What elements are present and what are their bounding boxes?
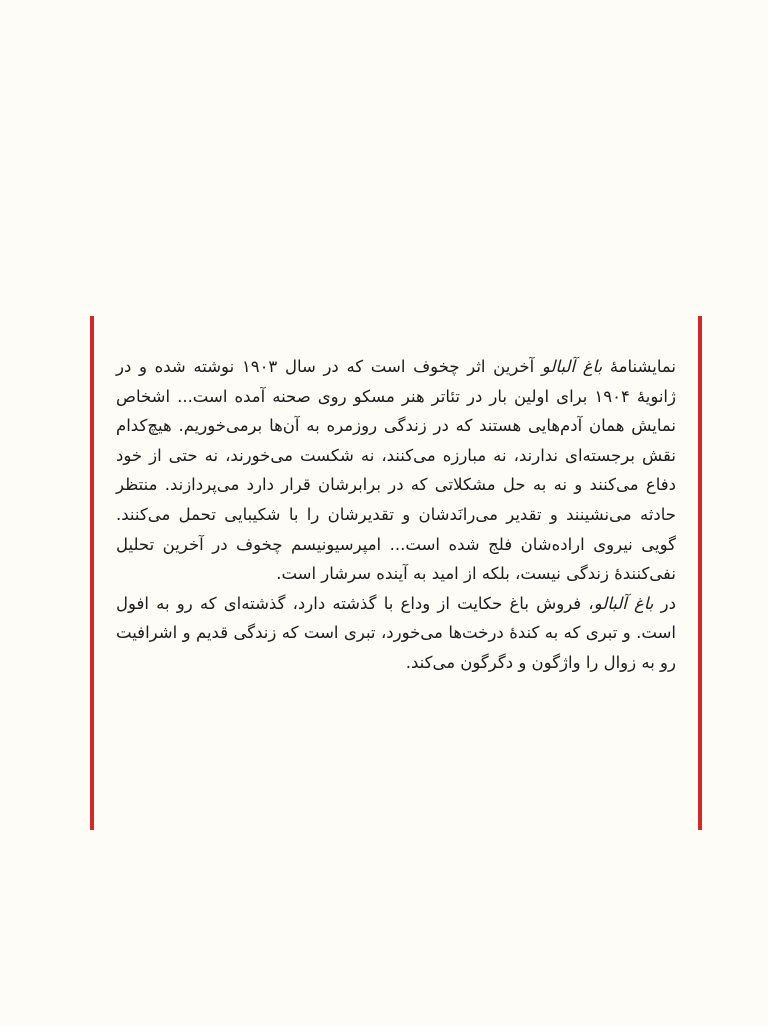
paragraph-1-body: آخرین اثر چخوف است که در سال ۱۹۰۳ نوشته شده و در ژانویهٔ ۱۹۰۴ برای اولین بار در تئاتر هنر مسکو روی صحنه آمده است... اشخاص نمایش همان آدم‌هایی هستند که در زندگی روزمره به آن‌ها برمی‌خوریم. هیچ‌کدام نقش برجسته‌ای ندارند، نه مبارزه می‌کنند، نه شکست می‌خورند، نه حتی از خود دفاع می‌کنند و نه به حل مشکلاتی که در برابرشان قرار دارد می‌پردازند. منتظر حادثه می‌نشینند و تقدیر می‌رانَدشان و تقدیرشان را با شکیبایی تحمل می‌کنند. گویی نیروی اراده‌شان فلج شده است... امپرسیونیسم چخوف در آخرین تحلیل نفی‌کنندهٔ زندگی نیست، بلکه از امید به آینده سرشار است.: [116, 357, 676, 584]
paragraph-2-body: ، فروش باغ حکایت از وداع با گذشته دارد، گذشته‌ای که رو به افول است. و تبری که به کندهٔ درخت‌ها می‌خورد، تبری است که زندگی قدیم و اشرافیت رو به زوال را واژگون و دگرگون می‌کند.: [116, 593, 676, 672]
play-title-italic: باغ آلبالو: [593, 593, 654, 613]
blurb-paragraph-1: [116, 352, 676, 589]
play-title-italic: باغ آلبالو: [541, 357, 603, 376]
left-red-rule: [90, 316, 94, 830]
paragraph-2-lead: در: [653, 593, 676, 613]
paragraph-1-lead: نمایشنامهٔ: [602, 357, 676, 376]
right-red-rule: [698, 316, 702, 830]
blurb-text-block: [116, 352, 676, 678]
blurb-paragraph-2: [116, 589, 676, 678]
